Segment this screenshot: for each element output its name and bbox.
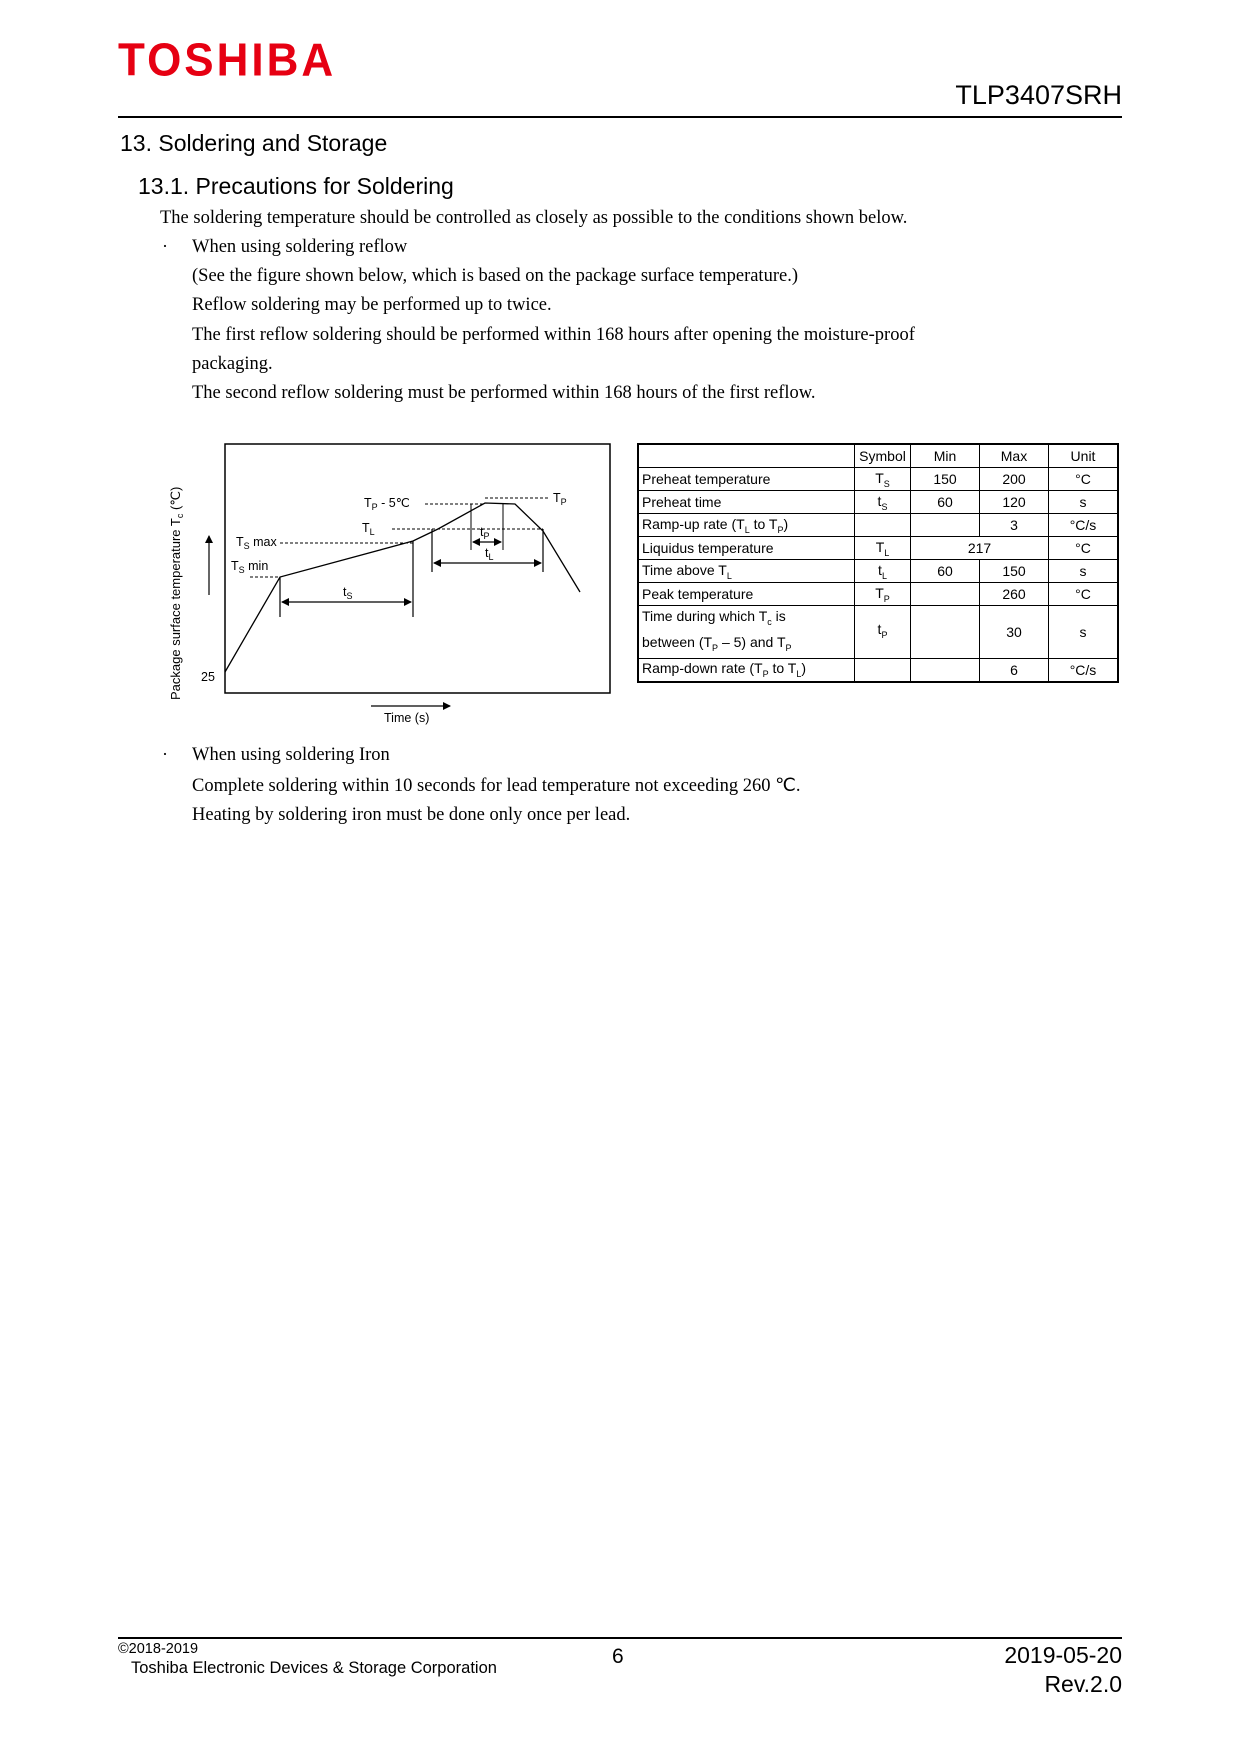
iron-line-1: Complete soldering within 10 seconds for lead temperature not exceeding 260 ℃. [192, 776, 801, 796]
x-axis-label: Time (s) [384, 711, 430, 725]
param-cell: Time during which $T_c$ is between $(T_P - 5)$ and $T_P$ [638, 606, 855, 659]
symbol-cell: $t_P$ [855, 606, 911, 659]
header-divider [118, 116, 1122, 118]
unit-cell: °C/s [1049, 514, 1119, 537]
max-cell: 6 [980, 658, 1049, 682]
reflow-line-3: The first reflow soldering should be performed within 168 hours after opening the moisture-proof [192, 325, 915, 345]
unit-cell: s [1049, 560, 1119, 583]
footer-divider [118, 1637, 1122, 1639]
min-cell [911, 583, 980, 606]
param-cell: Preheat time [638, 491, 855, 514]
symbol-cell: $T_P$ [855, 583, 911, 606]
reflow-line-4: packaging. [192, 354, 273, 374]
header-param [638, 444, 855, 468]
reflow-line-2: Reflow soldering may be performed up to twice. [192, 295, 552, 315]
table-row [638, 537, 1118, 560]
label-tp-minus-5: $T_P$ - 5℃ [364, 496, 410, 512]
max-cell: 200 [980, 468, 1049, 491]
reflow-conditions-table [637, 443, 1119, 683]
chart-frame [225, 444, 610, 693]
min-cell: 150 [911, 468, 980, 491]
min-cell: 60 [911, 491, 980, 514]
value-span-cell: 217 [911, 537, 1049, 560]
label-ts-min: $T_S$ min [231, 559, 269, 575]
reflow-heading: When using soldering reflow [192, 237, 408, 257]
label-t-p: $t_P$ [480, 525, 490, 541]
revision-number: Rev.2.0 [1044, 1671, 1122, 1697]
iron-heading: When using soldering Iron [192, 745, 390, 765]
label-t-s: $t_S$ [343, 585, 353, 601]
header-symbol: Symbol [855, 444, 911, 468]
label-ts-max: $T_S$ max [236, 535, 277, 551]
param-cell: Ramp-up rate ($T_L$ to $T_P$) [638, 514, 855, 537]
label-t-l: $t_L$ [485, 546, 494, 562]
toshiba-logo: TOSHIBA [118, 34, 337, 87]
min-cell [911, 514, 980, 537]
symbol-cell [855, 658, 911, 682]
table-row [638, 658, 1118, 682]
max-cell: 30 [980, 606, 1049, 659]
header-min: Min [911, 444, 980, 468]
max-cell: 3 [980, 514, 1049, 537]
param-cell: Peak temperature [638, 583, 855, 606]
copyright: ©2018-2019 [118, 1641, 199, 1657]
param-cell: Ramp-down rate ($T_P$ to $T_L$) [638, 658, 855, 682]
symbol-cell [855, 514, 911, 537]
symbol-cell: $t_S$ [855, 491, 911, 514]
unit-cell: s [1049, 491, 1119, 514]
part-number: TLP3407SRH [955, 80, 1122, 110]
param-cell: Preheat temperature [638, 468, 855, 491]
bullet-dot: · [162, 236, 168, 256]
reflow-profile-diagram [160, 432, 620, 732]
unit-cell: °C [1049, 537, 1119, 560]
table-header-row [638, 444, 1118, 468]
unit-cell: °C [1049, 583, 1119, 606]
table-row [638, 491, 1118, 514]
section-title: 13. Soldering and Storage [120, 130, 388, 156]
table-row [638, 583, 1118, 606]
min-cell [911, 606, 980, 659]
header-unit: Unit [1049, 444, 1119, 468]
page-number: 6 [612, 1645, 624, 1668]
min-cell: 60 [911, 560, 980, 583]
min-cell [911, 658, 980, 682]
label-tp: $T_P$ [553, 491, 567, 507]
y-axis-label: Package surface temperature $T_c$ (℃) [168, 486, 185, 700]
param-cell: Liquidus temperature [638, 537, 855, 560]
label-tl: $T_L$ [362, 521, 375, 537]
max-cell: 120 [980, 491, 1049, 514]
symbol-cell: $t_L$ [855, 560, 911, 583]
unit-cell: °C [1049, 468, 1119, 491]
reflow-line-5: The second reflow soldering must be performed within 168 hours of the first reflow. [192, 383, 816, 403]
header-max: Max [980, 444, 1049, 468]
param-cell: Time above $T_L$ [638, 560, 855, 583]
bullet-dot: · [162, 744, 168, 764]
table-row [638, 560, 1118, 583]
max-cell: 260 [980, 583, 1049, 606]
symbol-cell: $T_L$ [855, 537, 911, 560]
y-start-label: 25 [201, 670, 215, 684]
reflow-line-1: (See the figure shown below, which is based on the package surface temperature.) [192, 266, 798, 286]
company-name: Toshiba Electronic Devices & Storage Corporation [131, 1659, 497, 1677]
table-row [638, 606, 1118, 659]
max-cell: 150 [980, 560, 1049, 583]
symbol-cell: $T_S$ [855, 468, 911, 491]
iron-line-2: Heating by soldering iron must be done only once per lead. [192, 805, 631, 825]
subsection-title: 13.1. Precautions for Soldering [138, 173, 454, 199]
intro-text: The soldering temperature should be controlled as closely as possible to the conditions shown below. [160, 208, 908, 228]
unit-cell: °C/s [1049, 658, 1119, 682]
table-row [638, 468, 1118, 491]
revision-date: 2019-05-20 [1004, 1642, 1122, 1668]
unit-cell: s [1049, 606, 1119, 659]
table-row [638, 514, 1118, 537]
reflow-profile-curve [225, 503, 580, 672]
